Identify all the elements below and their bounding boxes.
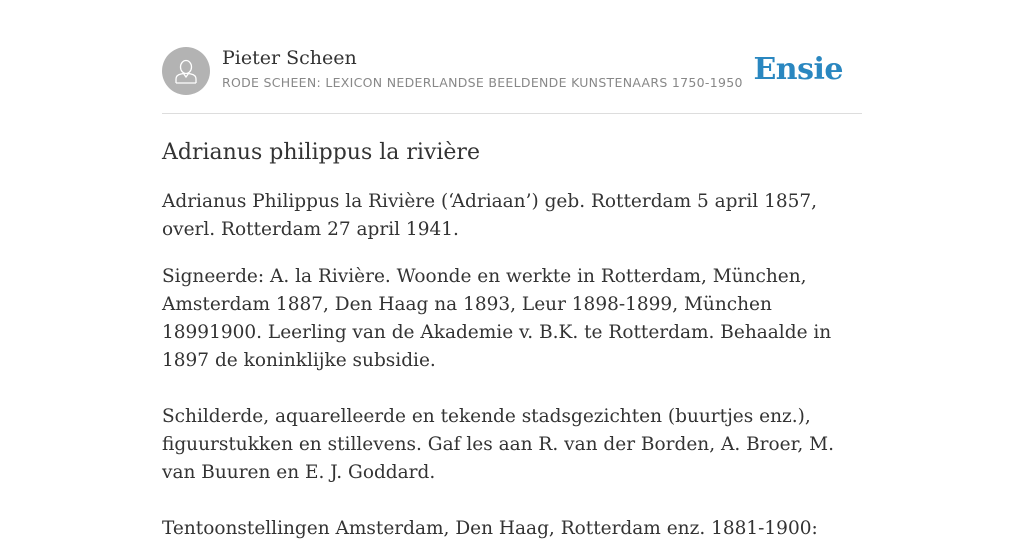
article-paragraph: Tentoonstellingen Amsterdam, Den Haag, Rotterdam enz. 1881-1900: <box>162 518 818 539</box>
header <box>162 46 862 114</box>
author-avatar[interactable] <box>162 47 210 95</box>
user-icon <box>171 56 201 86</box>
article-paragraph: Adrianus Philippus la Rivière (‘Adriaan’) geb. Rotterdam 5 april 1857, overl. Rotterdam 27 april 1941. <box>162 191 818 240</box>
article-body <box>162 188 862 543</box>
author-name[interactable]: Pieter Scheen <box>222 47 357 69</box>
page <box>162 0 862 543</box>
source-name[interactable]: RODE SCHEEN: LEXICON NEDERLANDSE BEELDENDE KUNSTENAARS 1750-1950 <box>222 75 743 90</box>
article-paragraph: Signeerde: A. la Rivière. Woonde en werkte in Rotterdam, München, Amsterdam 1887, Den Haag na 1893, Leur 1898-1899, München 18991900. Leerling van de Akademie v. B.K. te Rotterdam. Behaalde in 1897 de koninklijke subsidie. <box>162 266 832 371</box>
article-paragraph: Schilderde, aquarelleerde en tekende stadsgezichten (buurtjes enz.), figuurstukken en stillevens. Gaf les aan R. van der Borden, A. Broer, M. van Buuren en E. J. Goddard. <box>162 406 834 483</box>
article-title: Adrianus philippus la rivière <box>162 140 480 165</box>
ensie-logo[interactable]: Ensie <box>753 52 843 87</box>
